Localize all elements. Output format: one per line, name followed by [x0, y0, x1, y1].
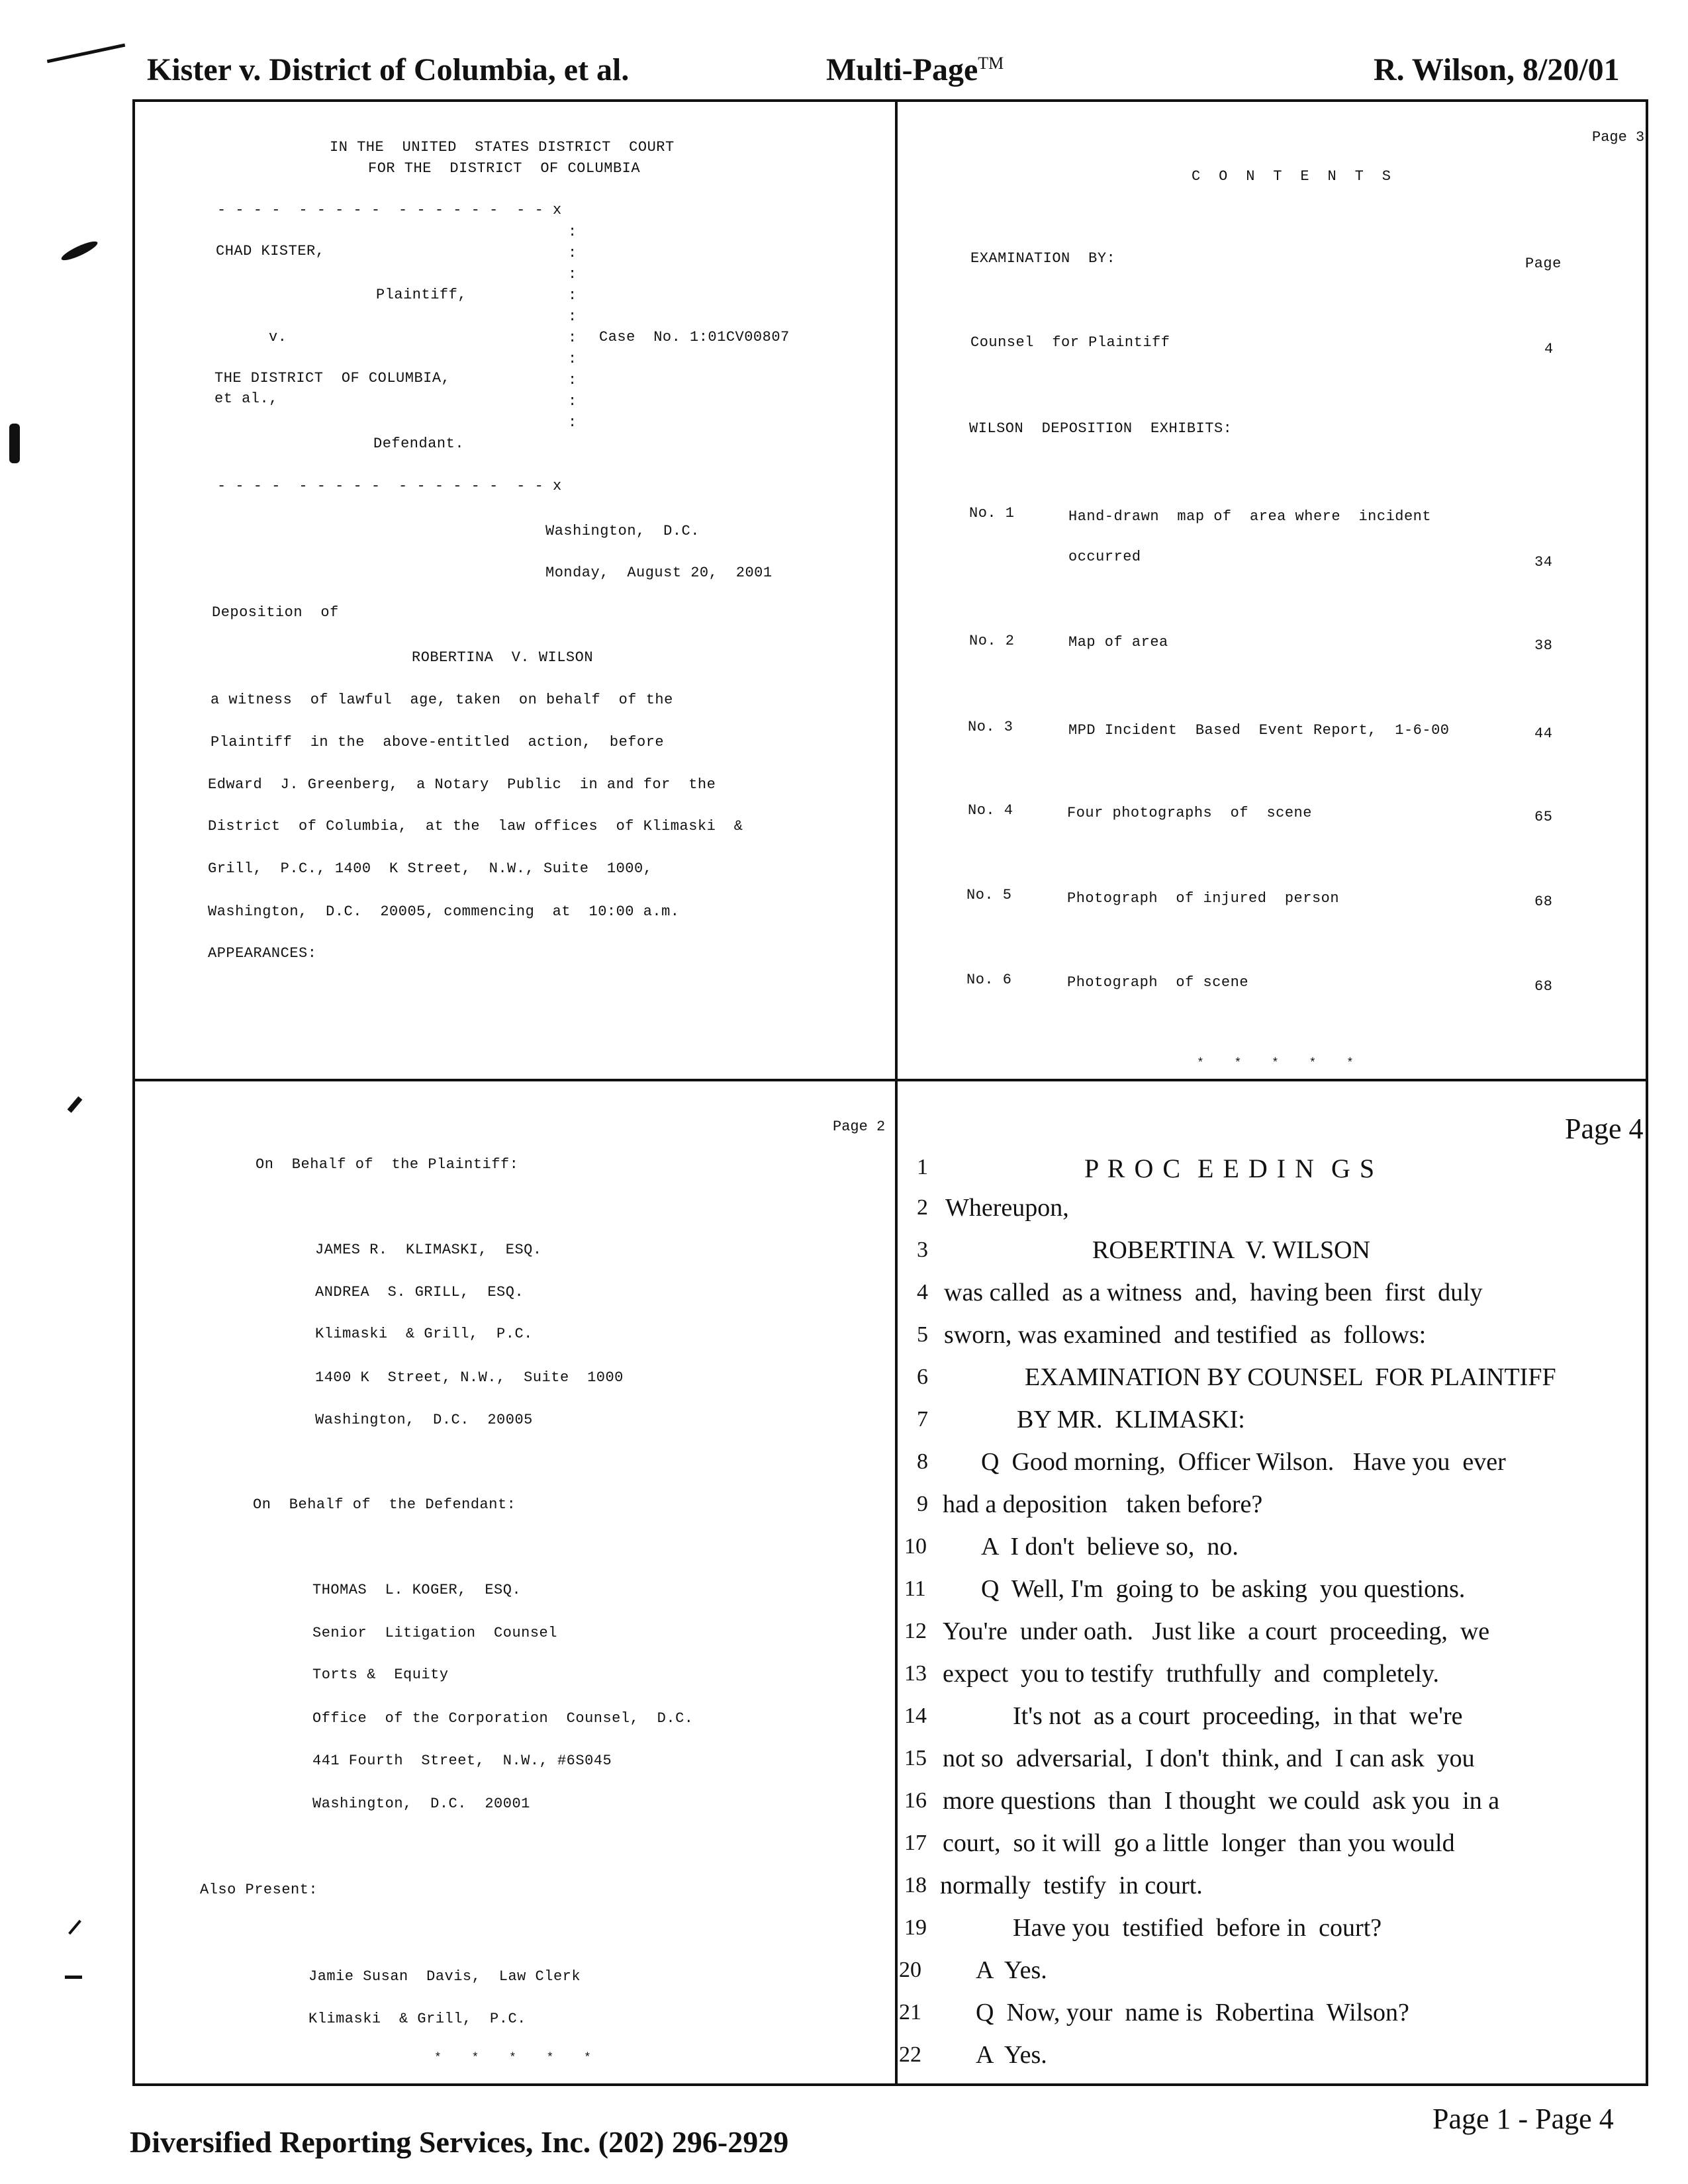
exhibit-number: No. 5	[966, 887, 1012, 903]
line-number: 18	[904, 1873, 927, 1897]
line-number: 5	[917, 1322, 928, 1347]
defendant-counsel-line: Senior Litigation Counsel	[312, 1625, 557, 1641]
deposition-date: Monday, August 20, 2001	[545, 565, 773, 581]
defendant-counsel-line: Torts & Equity	[312, 1666, 449, 1683]
witness-date: R. Wilson, 8/20/01	[1374, 52, 1620, 87]
line-number: 16	[904, 1788, 927, 1813]
exhibit-description: Four photographs of scene	[1067, 805, 1312, 821]
plaintiff-counsel-line: 1400 K Street, N.W., Suite 1000	[315, 1369, 624, 1386]
transcript-line: sworn, was examined and testified as follows:	[944, 1321, 1427, 1349]
court-line-1: IN THE UNITED STATES DISTRICT COURT	[330, 139, 675, 156]
scan-mark	[65, 1976, 82, 1979]
defendant-counsel-heading: On Behalf of the Defendant:	[253, 1496, 516, 1513]
transcript-line: court, so it will go a little longer than you would	[943, 1829, 1455, 1857]
exhibit-description: Photograph of scene	[1067, 974, 1249, 991]
multi-page-title	[826, 52, 1004, 88]
paragraph-line: a witness of lawful age, taken on behalf of the	[211, 692, 673, 708]
paragraph-line: Washington, D.C. 20005, commencing at 10:00 a.m.	[208, 903, 680, 920]
transcript-line: Whereupon,	[945, 1194, 1069, 1222]
caption-dashes-top: - - - - - - - - - - - - - - - - - x	[217, 202, 562, 218]
exhibit-description: Hand-drawn map of area where incident	[1068, 508, 1432, 525]
transcript-line: expect you to testify truthfully and completely.	[943, 1660, 1439, 1688]
section-end-stars: * * * * *	[1197, 1057, 1354, 1070]
page-label: Page 4	[1565, 1113, 1644, 1145]
section-end-stars: * * * * *	[434, 2052, 592, 2065]
transcript-line: Have you testified before in court?	[1013, 1914, 1382, 1942]
line-number: 1	[917, 1155, 928, 1179]
deposition-of: Deposition of	[212, 604, 339, 621]
defendant-name: THE DISTRICT OF COLUMBIA,	[214, 370, 451, 387]
reporting-company: Diversified Reporting Services, Inc. (202) 296-2929	[130, 2125, 789, 2159]
horizontal-divider	[132, 1079, 1648, 1081]
exhibit-number: No. 2	[969, 633, 1015, 649]
line-number: 7	[917, 1407, 928, 1432]
transcript-line: was called as a witness and, having been first duly	[944, 1279, 1483, 1306]
line-number: 11	[904, 1576, 926, 1601]
defendant-role: Defendant.	[373, 435, 465, 452]
defendant-counsel-line: THOMAS L. KOGER, ESQ.	[312, 1582, 522, 1598]
transcript-line: Q Good morning, Officer Wilson. Have you ever	[981, 1448, 1506, 1476]
also-present-heading: Also Present:	[200, 1882, 318, 1898]
exhibit-page: 44	[1534, 725, 1553, 742]
line-number: 21	[899, 2000, 921, 2025]
transcript-line: A I don't believe so, no.	[981, 1533, 1239, 1561]
transcript-line: more questions than I thought we could ask you in a	[943, 1787, 1500, 1815]
plaintiff-counsel-line: JAMES R. KLIMASKI, ESQ.	[315, 1242, 542, 1258]
also-present-line: Jamie Susan Davis, Law Clerk	[308, 1968, 581, 1985]
transcript-line: A Yes.	[976, 1956, 1047, 1984]
contents-heading: C O N T E N T S	[1192, 168, 1391, 185]
transcript-line: Q Now, your name is Robertina Wilson?	[976, 1999, 1409, 2026]
paragraph-line: Edward J. Greenberg, a Notary Public in and for the	[208, 776, 716, 793]
line-number: 13	[904, 1661, 927, 1686]
scan-mark	[9, 424, 20, 463]
exhibit-description: Photograph of injured person	[1067, 890, 1340, 907]
transcript-line: had a deposition taken before?	[943, 1490, 1263, 1518]
court-line-2: FOR THE DISTRICT OF COLUMBIA	[368, 160, 641, 177]
exhibit-page: 68	[1534, 893, 1553, 910]
line-number: 14	[904, 1704, 927, 1728]
case-number: Case No. 1:01CV00807	[599, 329, 790, 345]
line-number: 12	[904, 1619, 927, 1643]
transcript-line: EXAMINATION BY COUNSEL FOR PLAINTIFF	[1025, 1363, 1556, 1391]
transcript-line: ROBERTINA V. WILSON	[1092, 1236, 1370, 1264]
plaintiff-counsel-line: Klimaski & Grill, P.C.	[315, 1326, 533, 1342]
defendant-counsel-line: 441 Fourth Street, N.W., #6S045	[312, 1752, 612, 1769]
multi-page-label: Multi-Page	[826, 52, 978, 87]
line-number: 20	[899, 1958, 921, 1982]
deposition-place: Washington, D.C.	[545, 523, 700, 539]
exhibit-number: No. 4	[968, 802, 1013, 819]
deponent-name: ROBERTINA V. WILSON	[412, 649, 594, 666]
page-column-heading: Page	[1525, 255, 1562, 272]
vertical-divider	[895, 99, 898, 2086]
plaintiff-counsel-line: Washington, D.C. 20005	[315, 1412, 533, 1428]
line-number: 8	[917, 1449, 928, 1474]
line-number: 10	[904, 1534, 927, 1559]
defendant-counsel-line: Office of the Corporation Counsel, D.C.	[312, 1710, 694, 1727]
also-present-line: Klimaski & Grill, P.C.	[308, 2011, 526, 2027]
exhibits-heading: WILSON DEPOSITION EXHIBITS:	[969, 420, 1233, 437]
exhibit-page: 38	[1534, 637, 1553, 654]
transcript-line: not so adversarial, I don't think, and I can ask you	[943, 1745, 1475, 1772]
transcript-line: normally testify in court.	[940, 1872, 1203, 1899]
caption-colons: : : : : : : : : : :	[568, 224, 577, 431]
scan-mark	[68, 1096, 83, 1113]
exhibit-number: No. 6	[966, 972, 1012, 988]
defendant-name-2: et al.,	[214, 390, 278, 407]
exhibit-number: No. 1	[969, 505, 1015, 522]
line-number: 17	[904, 1831, 927, 1855]
exhibit-description-cont: occurred	[1068, 549, 1141, 565]
line-number: 4	[917, 1280, 928, 1304]
transcript-line: Q Well, I'm going to be asking you questions.	[981, 1575, 1466, 1603]
appearances-heading: APPEARANCES:	[208, 945, 317, 962]
line-number: 15	[904, 1746, 927, 1770]
exhibit-number: No. 3	[968, 719, 1013, 735]
plaintiff-name: CHAD KISTER,	[216, 243, 325, 259]
transcript-line: P R O C E E D I N G S	[1084, 1154, 1376, 1183]
plaintiff-role: Plaintiff,	[376, 287, 467, 303]
transcript-line: A Yes.	[976, 2041, 1047, 2069]
paragraph-line: Plaintiff in the above-entitled action, before	[211, 734, 665, 751]
page-label: Page 2	[833, 1118, 886, 1135]
exhibit-description: MPD Incident Based Event Report, 1-6-00	[1068, 722, 1450, 739]
examining-counsel-page: 4	[1544, 341, 1554, 357]
scan-mark	[68, 1920, 81, 1934]
scan-mark	[47, 44, 125, 64]
transcript-line: It's not as a court proceeding, in that we're	[1013, 1702, 1463, 1730]
trademark: TM	[978, 54, 1004, 73]
line-number: 6	[917, 1365, 928, 1389]
case-title: Kister v. District of Columbia, et al.	[147, 52, 630, 87]
line-number: 3	[917, 1238, 928, 1262]
plaintiff-counsel-line: ANDREA S. GRILL, ESQ.	[315, 1284, 524, 1300]
defendant-counsel-line: Washington, D.C. 20001	[312, 1796, 530, 1812]
scan-mark	[60, 238, 99, 263]
examination-by-heading: EXAMINATION BY:	[970, 250, 1116, 267]
examining-counsel: Counsel for Plaintiff	[970, 334, 1170, 351]
exhibit-page: 34	[1534, 554, 1553, 570]
line-number: 9	[917, 1492, 928, 1516]
page-range: Page 1 - Page 4	[1432, 2103, 1614, 2135]
exhibit-page: 68	[1534, 978, 1553, 995]
exhibit-description: Map of area	[1068, 634, 1168, 651]
paragraph-line: District of Columbia, at the law offices of Klimaski &	[208, 818, 743, 835]
transcript-line: You're under oath. Just like a court proceeding, we	[943, 1617, 1490, 1645]
line-number: 19	[904, 1915, 927, 1940]
plaintiff-counsel-heading: On Behalf of the Plaintiff:	[256, 1156, 519, 1173]
line-number: 22	[899, 2042, 921, 2067]
line-number: 2	[917, 1195, 928, 1220]
versus: v.	[269, 329, 287, 345]
caption-dashes-bottom: - - - - - - - - - - - - - - - - - x	[217, 478, 562, 494]
page-label: Page 3	[1592, 129, 1645, 146]
paragraph-line: Grill, P.C., 1400 K Street, N.W., Suite 1000,	[208, 860, 653, 877]
exhibit-page: 65	[1534, 809, 1553, 825]
transcript-line: BY MR. KLIMASKI:	[1017, 1406, 1245, 1433]
